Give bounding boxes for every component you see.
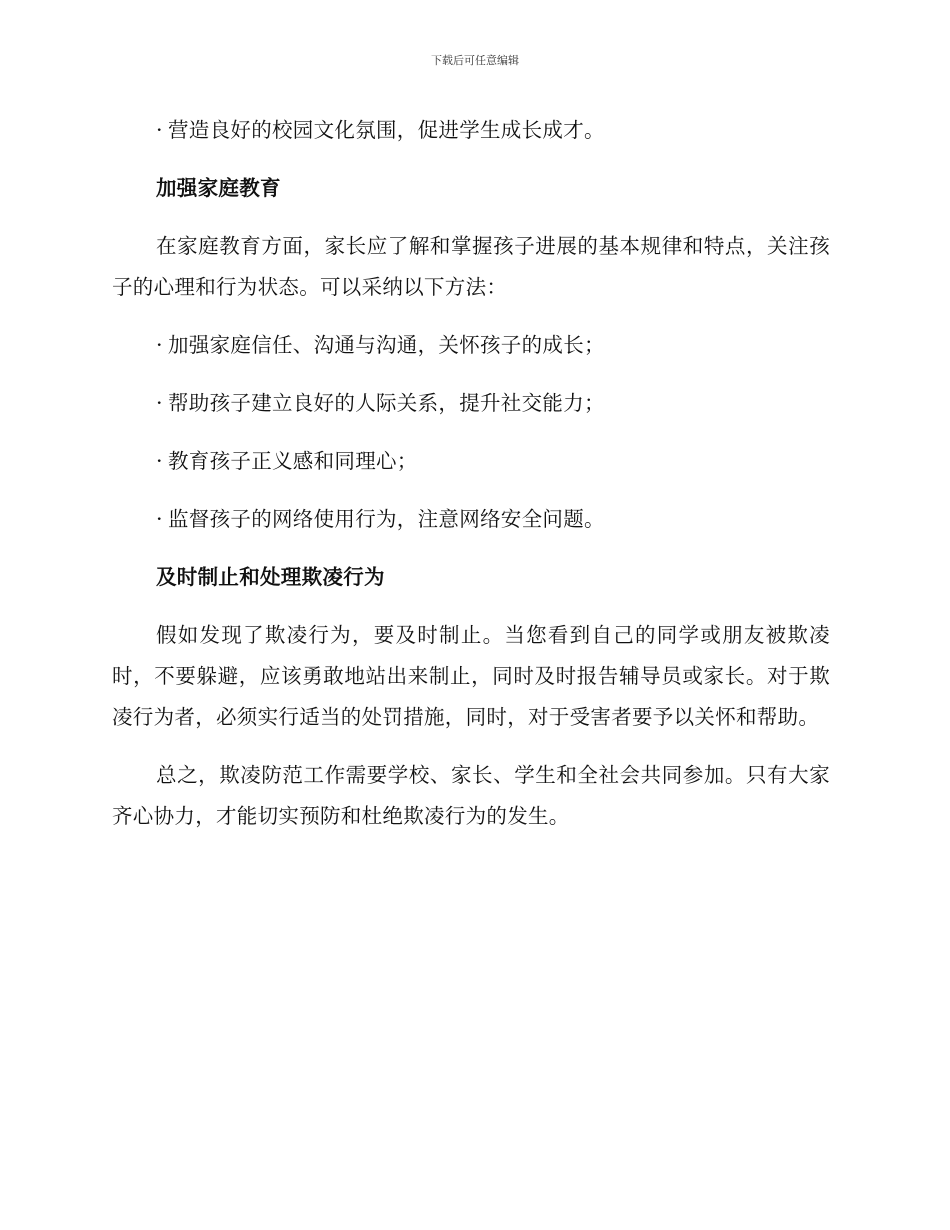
bullet-text: 监督孩子的网络使用行为，注意网络安全问题。 (168, 507, 605, 531)
paragraph: 在家庭教育方面，家长应了解和掌握孩子进展的基本规律和特点，关注孩子的心理和行为状态。可以采纳以下方法： (112, 234, 830, 299)
bullet-item (112, 499, 830, 540)
bullet-text: 加强家庭信任、沟通与沟通，关怀孩子的成长； (168, 333, 605, 357)
bullet-dot: · (156, 118, 163, 142)
bullet-item (112, 383, 830, 424)
bullet-dot: · (156, 391, 163, 415)
bullet-dot: · (156, 507, 163, 531)
paragraph: 总之，欺凌防范工作需要学校、家长、学生和全社会共同参加。只有大家齐心协力，才能切实预防和杜绝欺凌行为的发生。 (112, 763, 830, 828)
bullet-item (112, 325, 830, 366)
bullet-dot: · (156, 333, 163, 357)
bullet-item (112, 441, 830, 482)
section-heading: 加强家庭教育 (156, 176, 281, 200)
section-heading: 及时制止和处理欺凌行为 (156, 565, 385, 589)
document-body (112, 110, 830, 854)
bullet-text: 教育孩子正义感和同理心； (168, 449, 418, 473)
bullet-text: 帮助孩子建立良好的人际关系，提升社交能力； (168, 391, 605, 415)
page-header: 下载后可任意编辑 (431, 54, 519, 67)
bullet-item (112, 110, 830, 151)
bullet-dot: · (156, 449, 163, 473)
paragraph: 假如发现了欺凌行为，要及时制止。当您看到自己的同学或朋友被欺凌时，不要躲避，应该勇敢地站出来制止，同时及时报告辅导员或家长。对于欺凌行为者，必须实行适当的处罚措施，同时，对于受害者要予以关怀和帮助。 (112, 623, 830, 729)
bullet-text: 营造良好的校园文化氛围，促进学生成长成才。 (168, 118, 605, 142)
